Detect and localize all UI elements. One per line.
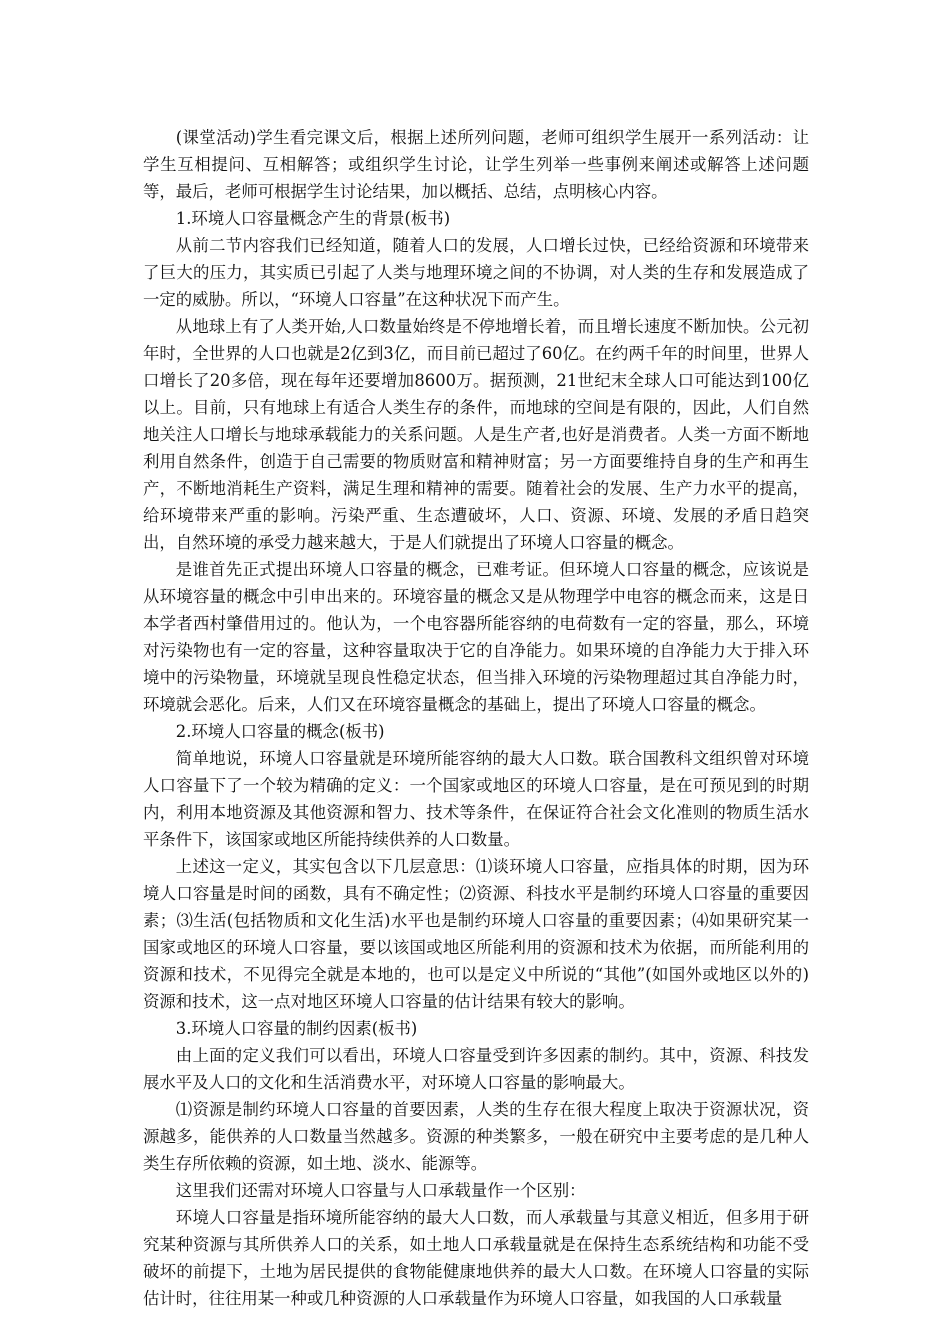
paragraph-definition: 简单地说，环境人口容量就是环境所能容纳的最大人口数。联合国教科文组织曾对环境人口容量下了一个较为精确的定义：一个国家或地区的环境人口容量，是在可预见到的时期内，利用本地资源及其他资源和智力、技术等条件，在保证符合社会文化准则的物质生活水平条件下，该国家或地区所能持续供养的人口数量。 <box>143 749 809 849</box>
paragraph-definition-meaning: 上述这一定义，其实包含以下几层意思：⑴谈环境人口容量，应指具体的时期，因为环境人口容量是时间的函数，具有不确定性；⑵资源、科技水平是制约环境人口容量的重要因素；⑶生活(包括物质和文化生活)水平也是制约环境人口容量的重要因素；⑷如果研究某一国家或地区的环境人口容量，要以该国或地区所能利用的资源和技术为依据，而所能利用的资源和技术，不见得完全就是本地的，也可以是定义中所说的“其他”(如国外或地区以外的)资源和技术，这一点对地区环境人口容量的估计结果有较大的影响。 <box>143 857 809 1011</box>
document-page <box>143 124 809 1312</box>
paragraph-background-2: 从地球上有了人类开始,人口数量始终是不停地增长着，而且增长速度不断加快。公元初年时，全世界的人口也就是2亿到3亿，而目前已超过了60亿。在约两千年的时间里，世界人口增长了20多倍，现在每年还要增加8600万。据预测，21世纪末全球人口可能达到100亿以上。目前，只有地球上有适合人类生存的条件，而地球的空间是有限的，因此，人们自然地关注人口增长与地球承载能力的关系问题。人是生产者,也好是消费者。人类一方面不断地利用自然条件，创造于自己需要的物质财富和精神财富；另一方面要维持自身的生产和再生产，不断地消耗生产资料，满足生理和精神的需要。随着社会的发展、生产力水平的提高，给环境带来严重的影响。污染严重、生态遭破坏，人口、资源、环境、发展的矛盾日趋突出，自然环境的承受力越来越大，于是人们就提出了环境人口容量的概念。 <box>143 317 809 552</box>
paragraph-factors-intro: 由上面的定义我们可以看出，环境人口容量受到许多因素的制约。其中，资源、科技发展水平及人口的文化和生活消费水平，对环境人口容量的影响最大。 <box>143 1046 809 1092</box>
paragraph-distinction-intro: 这里我们还需对环境人口容量与人口承载量作一个区别： <box>175 1181 586 1200</box>
paragraph-classroom-activity: (课堂活动)学生看完课文后，根据上述所列问题，老师可组织学生展开一系列活动：让学生互相提问、互相解答；或组织学生讨论，让学生列举一些事例来阐述或解答上述问题等，最后，老师可根据学生讨论结果，加以概括、总结，点明核心内容。 <box>143 128 809 201</box>
paragraph-background-1: 从前二节内容我们已经知道，随着人口的发展，人口增长过快，已经给资源和环境带来了巨大的压力，其实质已引起了人类与地理环境之间的不协调，对人类的生存和发展造成了一定的威胁。所以，“环境人口容量”在这种状况下而产生。 <box>143 236 809 309</box>
paragraph-background-3: 是谁首先正式提出环境人口容量的概念，已难考证。但环境人口容量的概念，应该说是从环境容量的概念中引申出来的。环境容量的概念又是从物理学中电容的概念而来，这是日本学者西村肇借用过的。他认为，一个电容器所能容纳的电荷数有一定的容量，那么，环境对污染物也有一定的容量，这种容量取决于它的自净能力。如果环境的自净能力大于排入环境中的污染物量，环境就呈现良性稳定状态，但当排入环境的污染物理超过其自净能力时，环境就会恶化。后来，人们又在环境容量概念的基础上，提出了环境人口容量的概念。 <box>143 560 809 714</box>
paragraph-factor-resources: ⑴资源是制约环境人口容量的首要因素，人类的生存在很大程度上取决于资源状况，资源越多，能供养的人口数量当然越多。资源的种类繁多，一般在研究中主要考虑的是几种人类生存所依赖的资源，如土地、淡水、能源等。 <box>143 1100 809 1173</box>
paragraph-distinction: 环境人口容量是指环境所能容纳的最大人口数，而人承载量与其意义相近，但多用于研究某种资源与其所供养人口的关系，如土地人口承载量就是在保持生态系统结构和功能不受破坏的前提下，土地为居民提供的食物能健康地供养的最大人口数。在环境人口容量的实际估计时，往往用某一种或几种资源的人口承载量作为环境人口容量，如我国的人口承载量 <box>143 1208 809 1308</box>
section-heading-2: 2.环境人口容量的概念(板书) <box>175 722 385 741</box>
section-heading-3: 3.环境人口容量的制约因素(板书) <box>175 1019 418 1038</box>
section-heading-1: 1.环境人口容量概念产生的背景(板书) <box>175 209 451 228</box>
